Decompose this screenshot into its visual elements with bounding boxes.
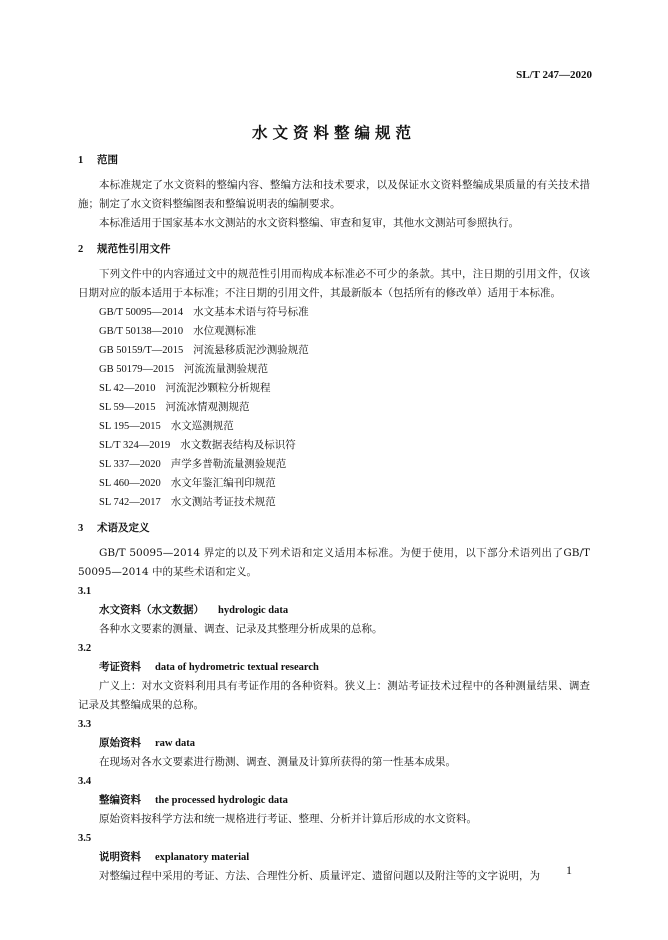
term-number: 3.2 — [78, 643, 92, 654]
paragraph: 本标准规定了水文资料的整编内容、整编方法和技术要求，以及保证水文资料整编成果质量的有关技术措施；制定了水文资料整编图表和整编说明表的编制要求。 — [78, 179, 590, 210]
reference-item: GB 50159/T—2015 河流悬移质泥沙测验规范 — [99, 344, 309, 356]
reference-item: GB 50179—2015 河流流量测验规范 — [99, 363, 268, 375]
term-title: 说明资料 explanatory material — [99, 851, 250, 863]
term-number: 3.4 — [78, 776, 92, 787]
section-heading: 1 范围 — [78, 154, 118, 166]
reference-item: SL 460—2020 水文年鉴汇编刊印规范 — [99, 477, 276, 489]
reference-item: SL/T 324—2019 水文数据表结构及标识符 — [99, 439, 296, 451]
section-heading: 3 术语及定义 — [78, 522, 150, 534]
term-title: 整编资料 the processed hydrologic data — [99, 794, 288, 806]
reference-item: GB/T 50095—2014 水文基本术语与符号标准 — [99, 306, 309, 318]
term-number: 3.1 — [78, 586, 92, 597]
term-title: 原始资料 raw data — [99, 737, 195, 749]
term-number: 3.5 — [78, 833, 92, 844]
term-definition: 对整编过程中采用的考证、方法、合理性分析、质量评定、遗留问题以及附注等的文字说明，为 — [99, 870, 540, 882]
term-number: 3.3 — [78, 719, 92, 730]
reference-list — [78, 303, 590, 512]
standard-code: SL/T 247—2020 — [516, 69, 592, 81]
document-title: 水文资料整编规范 — [251, 123, 416, 142]
reference-item: SL 42—2010 河流泥沙颗粒分析规程 — [99, 382, 271, 394]
term-definition: 在现场对各水文要素进行勘测、调查、测量及计算所获得的第一性基本成果。 — [99, 756, 456, 768]
reference-item: SL 59—2015 河流冰情观测规范 — [99, 401, 250, 413]
document-body — [78, 151, 590, 886]
term-definition: 广义上：对水文资料利用具有考证作用的各种资料。狭义上：测站考证技术过程中的各种测量结果、调查记录及其整编成果的总称。 — [78, 680, 590, 711]
term-definition: 各种水文要素的测量、调查、记录及其整理分析成果的总称。 — [99, 623, 383, 635]
page-number: 1 — [566, 863, 572, 877]
term-definition: 原始资料按科学方法和统一规格进行考证、整理、分析并计算后形成的水文资料。 — [99, 813, 477, 825]
paragraph: GB/T 50095—2014 界定的以及下列术语和定义适用本标准。为便于使用，以下部分术语列出了GB/T 50095—2014 中的某些术语和定义。 — [78, 547, 590, 578]
section-heading: 2 规范性引用文件 — [78, 243, 171, 255]
reference-item: GB/T 50138—2010 水位观测标准 — [99, 325, 257, 337]
term-title: 考证资料 data of hydrometric textual research — [99, 661, 319, 673]
reference-item: SL 337—2020 声学多普勒流量测验规范 — [99, 458, 287, 470]
term-title: 水文资料（水文数据） hydrologic data — [99, 604, 289, 616]
reference-item: SL 742—2017 水文测站考证技术规范 — [99, 496, 276, 508]
paragraph: 本标准适用于国家基本水文测站的水文资料整编、审查和复审，其他水文测站可参照执行。 — [99, 217, 519, 229]
paragraph: 下列文件中的内容通过文中的规范性引用而构成本标准必不可少的条款。其中，注日期的引用文件，仅该日期对应的版本适用于本标准；不注日期的引用文件，其最新版本（包括所有的修改单）适用于本标准。 — [78, 268, 590, 299]
reference-item: SL 195—2015 水文巡测规范 — [99, 420, 234, 432]
